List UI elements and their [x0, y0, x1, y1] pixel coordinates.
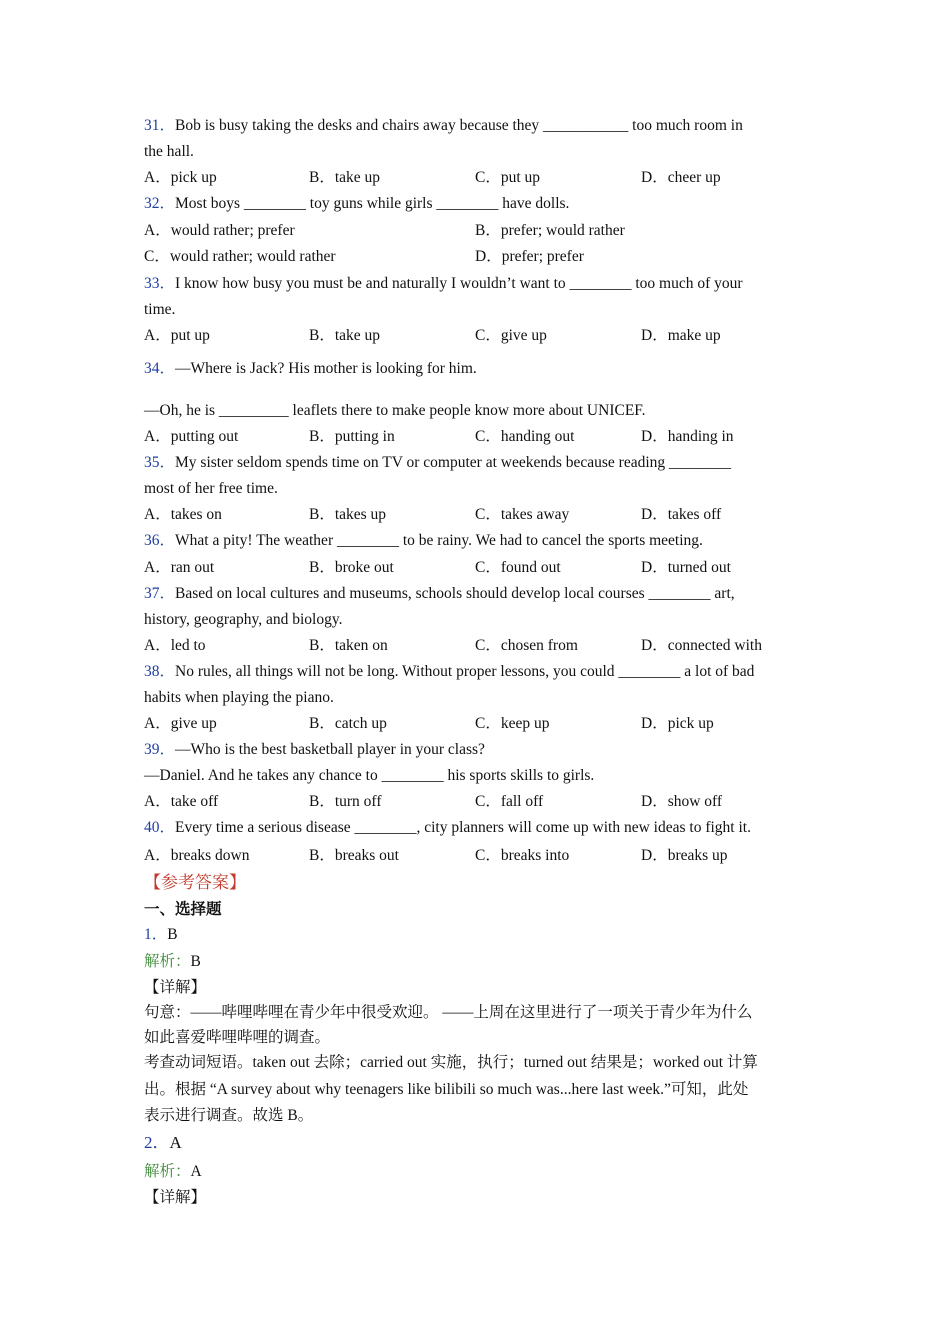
- question-37-line-2: history, geography, and biology.: [144, 611, 343, 628]
- question-37-option-a: A．led to: [144, 637, 206, 654]
- question-40-option-a: A．breaks down: [144, 847, 250, 864]
- question-number: 33．: [144, 275, 176, 292]
- question-text: Based on local cultures and museums, schools should develop local courses ________ art,: [175, 585, 735, 602]
- question-37-option-c: C．chosen from: [475, 637, 578, 654]
- question-37-option-d: D．connected with: [641, 637, 762, 654]
- answers-header: 【参考答案】: [144, 873, 246, 892]
- answer-1-detail-line-4: 出。根据 “A survey about why teenagers like bilibili so much was...here last week.”可知，此处: [144, 1081, 749, 1098]
- question-text: No rules, all things will not be long. Without proper lessons, you could ________ a lot of bad: [175, 663, 755, 680]
- question-number: 34．: [144, 360, 176, 377]
- answer-1-detail-line-1: 句意：——哔哩哔哩在青少年中很受欢迎。 ——上周在这里进行了一项关于青少年为什么: [144, 1004, 753, 1021]
- question-36-option-c: C．found out: [475, 559, 561, 576]
- answer-1-detail-line-3: 考查动词短语。taken out 去除；carried out 实施，执行；turned out 结果是；worked out 计算: [144, 1054, 758, 1071]
- question-33-line-2: time.: [144, 301, 176, 318]
- question-33-line-1: [144, 274, 743, 294]
- question-32-option-a: A．would rather; prefer: [144, 222, 295, 239]
- question-40-option-d: D．breaks up: [641, 847, 728, 864]
- question-text: —Where is Jack? His mother is looking for him.: [175, 360, 477, 377]
- question-35-line-2: most of her free time.: [144, 480, 278, 497]
- question-37-option-b: B．taken on: [309, 637, 388, 654]
- question-39-line-2: —Daniel. And he takes any chance to ________ his sports skills to girls.: [144, 767, 595, 784]
- question-31-line-1: [144, 116, 743, 136]
- question-text: I know how busy you must be and naturally I wouldn’t want to ________ too much of your: [175, 275, 743, 292]
- question-31-option-d: D．cheer up: [641, 169, 721, 186]
- question-text: My sister seldom spends time on TV or computer at weekends because reading ________: [175, 454, 732, 471]
- question-35-option-d: D．takes off: [641, 506, 722, 523]
- question-33-option-c: C．give up: [475, 327, 547, 344]
- question-38-option-d: D．pick up: [641, 715, 714, 732]
- answer-1-analysis: [144, 952, 201, 972]
- question-number: 32．: [144, 195, 176, 212]
- question-39-option-a: A．take off: [144, 793, 219, 810]
- question-38-option-b: B．catch up: [309, 715, 387, 732]
- answer-number: 2．: [144, 1133, 170, 1152]
- question-31-line-2: the hall.: [144, 143, 194, 160]
- question-36-line-1: [144, 531, 703, 551]
- answer-1: [144, 925, 178, 945]
- question-35-option-b: B．takes up: [309, 506, 387, 523]
- question-text: Most boys ________ toy guns while girls ________ have dolls.: [175, 195, 570, 212]
- question-number: 35．: [144, 454, 176, 471]
- analysis-value: B: [190, 953, 201, 970]
- question-number: 38．: [144, 663, 176, 680]
- question-34-line-1: [144, 359, 477, 379]
- question-32-option-d: D．prefer; prefer: [475, 248, 584, 265]
- question-40-option-c: C．breaks into: [475, 847, 570, 864]
- question-39-line-1: [144, 740, 485, 760]
- answer-value: A: [169, 1133, 182, 1152]
- question-35-option-c: C．takes away: [475, 506, 570, 523]
- question-33-option-a: A．put up: [144, 327, 210, 344]
- question-number: 31．: [144, 117, 176, 134]
- question-31-option-b: B．take up: [309, 169, 381, 186]
- question-text: Every time a serious disease ________, city planners will come up with new ideas to fight it.: [175, 819, 751, 836]
- question-32-option-b: B．prefer; would rather: [475, 222, 625, 239]
- question-36-option-b: B．broke out: [309, 559, 394, 576]
- question-36-option-d: D．turned out: [641, 559, 731, 576]
- question-40-option-b: B．breaks out: [309, 847, 399, 864]
- question-31-option-a: A．pick up: [144, 169, 217, 186]
- question-39-option-c: C．fall off: [475, 793, 544, 810]
- section-heading: 一、选择题: [144, 901, 222, 918]
- answer-1-detail-line-2: 如此喜爱哔哩哔哩的调查。: [144, 1029, 331, 1046]
- answer-number: 1．: [144, 926, 168, 943]
- question-text: —Who is the best basketball player in your class?: [175, 741, 485, 758]
- answer-value: B: [167, 926, 178, 943]
- question-38-line-1: [144, 662, 754, 682]
- question-38-line-2: habits when playing the piano.: [144, 689, 334, 706]
- question-34-option-b: B．putting in: [309, 428, 395, 445]
- question-number: 40．: [144, 819, 176, 836]
- question-39-option-b: B．turn off: [309, 793, 382, 810]
- question-36-option-a: A．ran out: [144, 559, 215, 576]
- question-34-line-2: —Oh, he is _________ leaflets there to make people know more about UNICEF.: [144, 402, 646, 419]
- question-text: What a pity! The weather ________ to be rainy. We had to cancel the sports meeting.: [175, 532, 703, 549]
- question-37-line-1: [144, 584, 735, 604]
- question-38-option-c: C．keep up: [475, 715, 550, 732]
- question-35-line-1: [144, 453, 731, 473]
- question-34-option-d: D．handing in: [641, 428, 734, 445]
- question-31-option-c: C．put up: [475, 169, 541, 186]
- analysis-label: 解析：: [144, 953, 191, 970]
- analysis-label: 解析：: [144, 1163, 191, 1180]
- question-35-option-a: A．takes on: [144, 506, 222, 523]
- question-number: 39．: [144, 741, 176, 758]
- question-34-option-c: C．handing out: [475, 428, 575, 445]
- question-32-option-c: C．would rather; would rather: [144, 248, 336, 265]
- question-34-option-a: A．putting out: [144, 428, 239, 445]
- answer-2-analysis: [144, 1162, 202, 1182]
- analysis-value: A: [190, 1163, 202, 1180]
- answer-1-detail-line-5: 表示进行调查。故选 B。: [144, 1107, 314, 1124]
- question-33-option-d: D．make up: [641, 327, 721, 344]
- question-number: 37．: [144, 585, 176, 602]
- question-number: 36．: [144, 532, 176, 549]
- question-40-line-1: [144, 818, 751, 838]
- question-33-option-b: B．take up: [309, 327, 381, 344]
- answer-1-detail-label: 【详解】: [144, 979, 207, 996]
- answer-2-detail-label: 【详解】: [144, 1189, 207, 1206]
- question-text: Bob is busy taking the desks and chairs away because they ___________ too much room in: [175, 117, 743, 134]
- question-32-line-1: [144, 194, 569, 214]
- answer-2: [144, 1133, 182, 1153]
- question-38-option-a: A．give up: [144, 715, 217, 732]
- question-39-option-d: D．show off: [641, 793, 723, 810]
